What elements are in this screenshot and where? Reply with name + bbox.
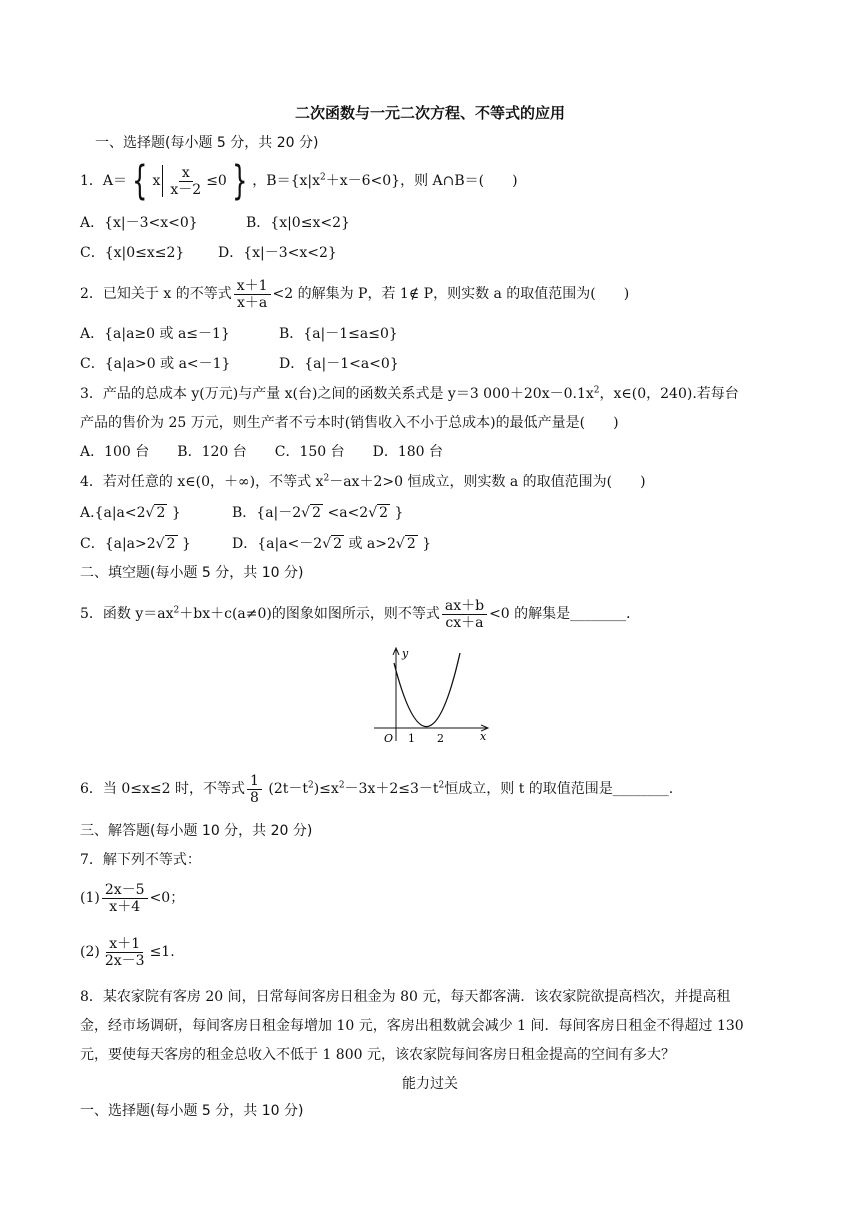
q4-option-c [80, 534, 191, 554]
q3-options: A．100 台 B．120 台 C．150 台 D．180 台 [80, 444, 444, 460]
q4-sup: 2 [323, 473, 330, 484]
question-8-line-1: 8．某农家院有客房 20 间，日常每间客房日租金为 80 元，每天都客满．该农家院欲提高档次，并提高租 [80, 989, 731, 1005]
q1-option-b: B．{x|0≤x<2} [246, 215, 350, 231]
question-5 [80, 597, 640, 631]
q4-c1: C．{a|a>2 [80, 536, 156, 552]
q7-p2-num: x＋1 [106, 936, 143, 953]
q6-sup1: 2 [307, 780, 314, 791]
sqrt-sign: √ [322, 536, 332, 552]
q4-b5: } [394, 505, 404, 521]
q5-frac-den: cx＋a [445, 614, 484, 631]
section-fill-heading: 二、填空题(每小题 5 分，共 10 分) [80, 565, 304, 581]
q6-fraction [247, 773, 262, 806]
q7-p1-rest: <0； [149, 890, 185, 906]
q7-p1-den: x＋4 [109, 898, 141, 915]
right-brace: } [231, 158, 248, 204]
q4-a2: 2 [156, 505, 166, 521]
q1-option-c: C．{x|0≤x≤2} [80, 245, 185, 261]
q7-p2-den: 2x－3 [104, 952, 145, 969]
section-choice-heading: 一、选择题(每小题 5 分，共 20 分) [95, 135, 319, 151]
tick-1-label: 1 [408, 732, 415, 745]
parabola-graph [370, 645, 495, 745]
q1-sup: 2 [320, 172, 326, 183]
question-7-part-2 [80, 935, 175, 969]
sqrt-sign: √ [395, 536, 405, 552]
q2-option-b: B．{a|－1≤a≤0} [279, 326, 398, 342]
question-8-line-2: 金，经市场调研，每间客房日租金每增加 10 元，客房出租数就会减少 1 间．每间客房日租金不得超过 130 [80, 1018, 744, 1034]
sqrt-sign: √ [155, 536, 165, 552]
q3-text-a: 3．产品的总成本 y(万元)与产量 x(台)之间的函数关系式是 y＝3 000＋20x－0.1x [80, 386, 594, 402]
q1-rest: ，B＝{x|x [252, 173, 320, 189]
q7-p1-fraction [102, 882, 148, 915]
sqrt-sign: √ [368, 505, 378, 521]
question-7-part-1 [80, 881, 184, 915]
q4-d5: } [422, 536, 432, 552]
y-axis-label: y [402, 647, 409, 660]
question-2 [80, 277, 629, 311]
q4-b2: 2 [312, 505, 322, 521]
question-8-line-3: 元，要使每天客房的租金总收入不低于 1 800 元，该农家院每间客房日租金提高的空间有多大？ [80, 1047, 675, 1063]
q5-mid: ＋bx＋c(a≠0)的图象如图所示，则不等式 [179, 606, 440, 622]
q3-text-b: ，x∈(0，240).若每台 [599, 386, 739, 402]
q6-sup2: 2 [338, 780, 345, 791]
q2-option-d: D．{a|－1<a<0} [279, 356, 399, 372]
q4-a3: } [171, 505, 181, 521]
q1-rest2: ＋x－6<0}，则 A∩B＝( ) [325, 173, 518, 189]
q2-option-c: C．{a|a>0 或 a<－1} [80, 356, 231, 372]
q1-le0: ≤0 [206, 173, 227, 189]
q5-sup: 2 [173, 605, 180, 616]
q6-mid2: )≤x [313, 781, 339, 797]
q4-text-a: 4．若对任意的 x∈(0，＋∞)，不等式 x [80, 474, 324, 490]
q4-d3: 或 a>2 [348, 536, 396, 552]
q7-p2-label: (2) [80, 944, 100, 960]
q2-frac-num: x＋1 [234, 278, 271, 295]
q7-p1-label: (1) [80, 890, 100, 906]
q3-sup: 2 [593, 385, 600, 396]
q6-sup3: 2 [438, 780, 445, 791]
question-4 [80, 472, 646, 492]
page-title: 二次函数与一元二次方程、不等式的应用 [294, 104, 565, 122]
q2-fraction [234, 278, 271, 311]
question-1 [80, 158, 518, 204]
origin-label: O [384, 732, 394, 745]
tick-2-label: 2 [437, 732, 444, 745]
q4-c3: } [181, 536, 191, 552]
q1-option-d: D．{x|－3<x<2} [218, 245, 337, 261]
q4-b1: B．{a|－2 [232, 505, 302, 521]
q4-b3: <a<2 [327, 505, 369, 521]
question-3-line-2: 产品的售价为 25 万元，则生产者不亏本时(销售收入不小于总成本)的最低产量是( ) [80, 415, 619, 431]
q6-frac-num: 1 [247, 773, 262, 790]
q4-option-b [232, 503, 403, 523]
question-6 [80, 772, 673, 806]
q2-option-a: A．{a|a≥0 或 a≤－1} [80, 326, 230, 342]
q4-option-d [232, 534, 431, 554]
section-solve-heading: 三、解答题(每小题 10 分，共 20 分) [80, 823, 313, 839]
q5-rest: <0 的解集是________． [489, 606, 641, 622]
q7-p2-rest: ≤1. [149, 944, 175, 960]
q1-frac-den: x－2 [170, 181, 202, 198]
q5-fraction [442, 598, 487, 631]
q5-prefix: 5．函数 y＝ax [80, 606, 174, 622]
q1-fraction [167, 165, 204, 198]
parabola-curve [394, 653, 460, 727]
q2-frac-den: x＋a [236, 294, 268, 311]
ability-heading: 能力过关 [402, 1076, 458, 1092]
q7-p2-fraction [102, 936, 148, 969]
q1-prefix: 1．A＝ [80, 173, 128, 189]
q4-d1: D．{a|a<－2 [232, 536, 323, 552]
sqrt-sign: √ [145, 505, 155, 521]
x-axis-label: x [480, 730, 487, 743]
q1-option-a: A．{x|－3<x<0} [80, 215, 198, 231]
set-divider [162, 165, 163, 197]
q4-d4: 2 [406, 536, 416, 552]
q1-set-var: x [152, 173, 161, 189]
q6-mid: (2t－t [268, 781, 308, 797]
q4-text-b: －ax＋2>0 恒成立，则实数 a 的取值范围为( ) [329, 474, 646, 490]
q7-p1-num: 2x－5 [102, 882, 148, 899]
section-choice-heading-2: 一、选择题(每小题 5 分，共 10 分) [80, 1103, 304, 1119]
q4-option-a [80, 503, 181, 523]
q6-rest: 恒成立，则 t 的取值范围是________. [444, 781, 674, 797]
q4-c2: 2 [166, 536, 176, 552]
q2-prefix: 2．已知关于 x 的不等式 [80, 286, 232, 302]
question-3-line-1 [80, 384, 739, 404]
left-brace: { [132, 158, 148, 204]
q6-mid3: －3x＋2≤3－t [344, 781, 439, 797]
q4-a1: A.{a|a<2 [80, 505, 146, 521]
q6-frac-den: 8 [249, 789, 259, 806]
q1-frac-num: x [179, 165, 193, 182]
question-7-intro: 7．解下列不等式： [80, 852, 201, 868]
q2-rest: <2 的解集为 P，若 1∉ P，则实数 a 的取值范围为( ) [272, 286, 630, 302]
sqrt-sign: √ [301, 505, 311, 521]
q5-frac-num: ax＋b [442, 598, 487, 615]
q4-b4: 2 [379, 505, 389, 521]
q4-d2: 2 [333, 536, 343, 552]
q6-prefix: 6．当 0≤x≤2 时，不等式 [80, 781, 245, 797]
